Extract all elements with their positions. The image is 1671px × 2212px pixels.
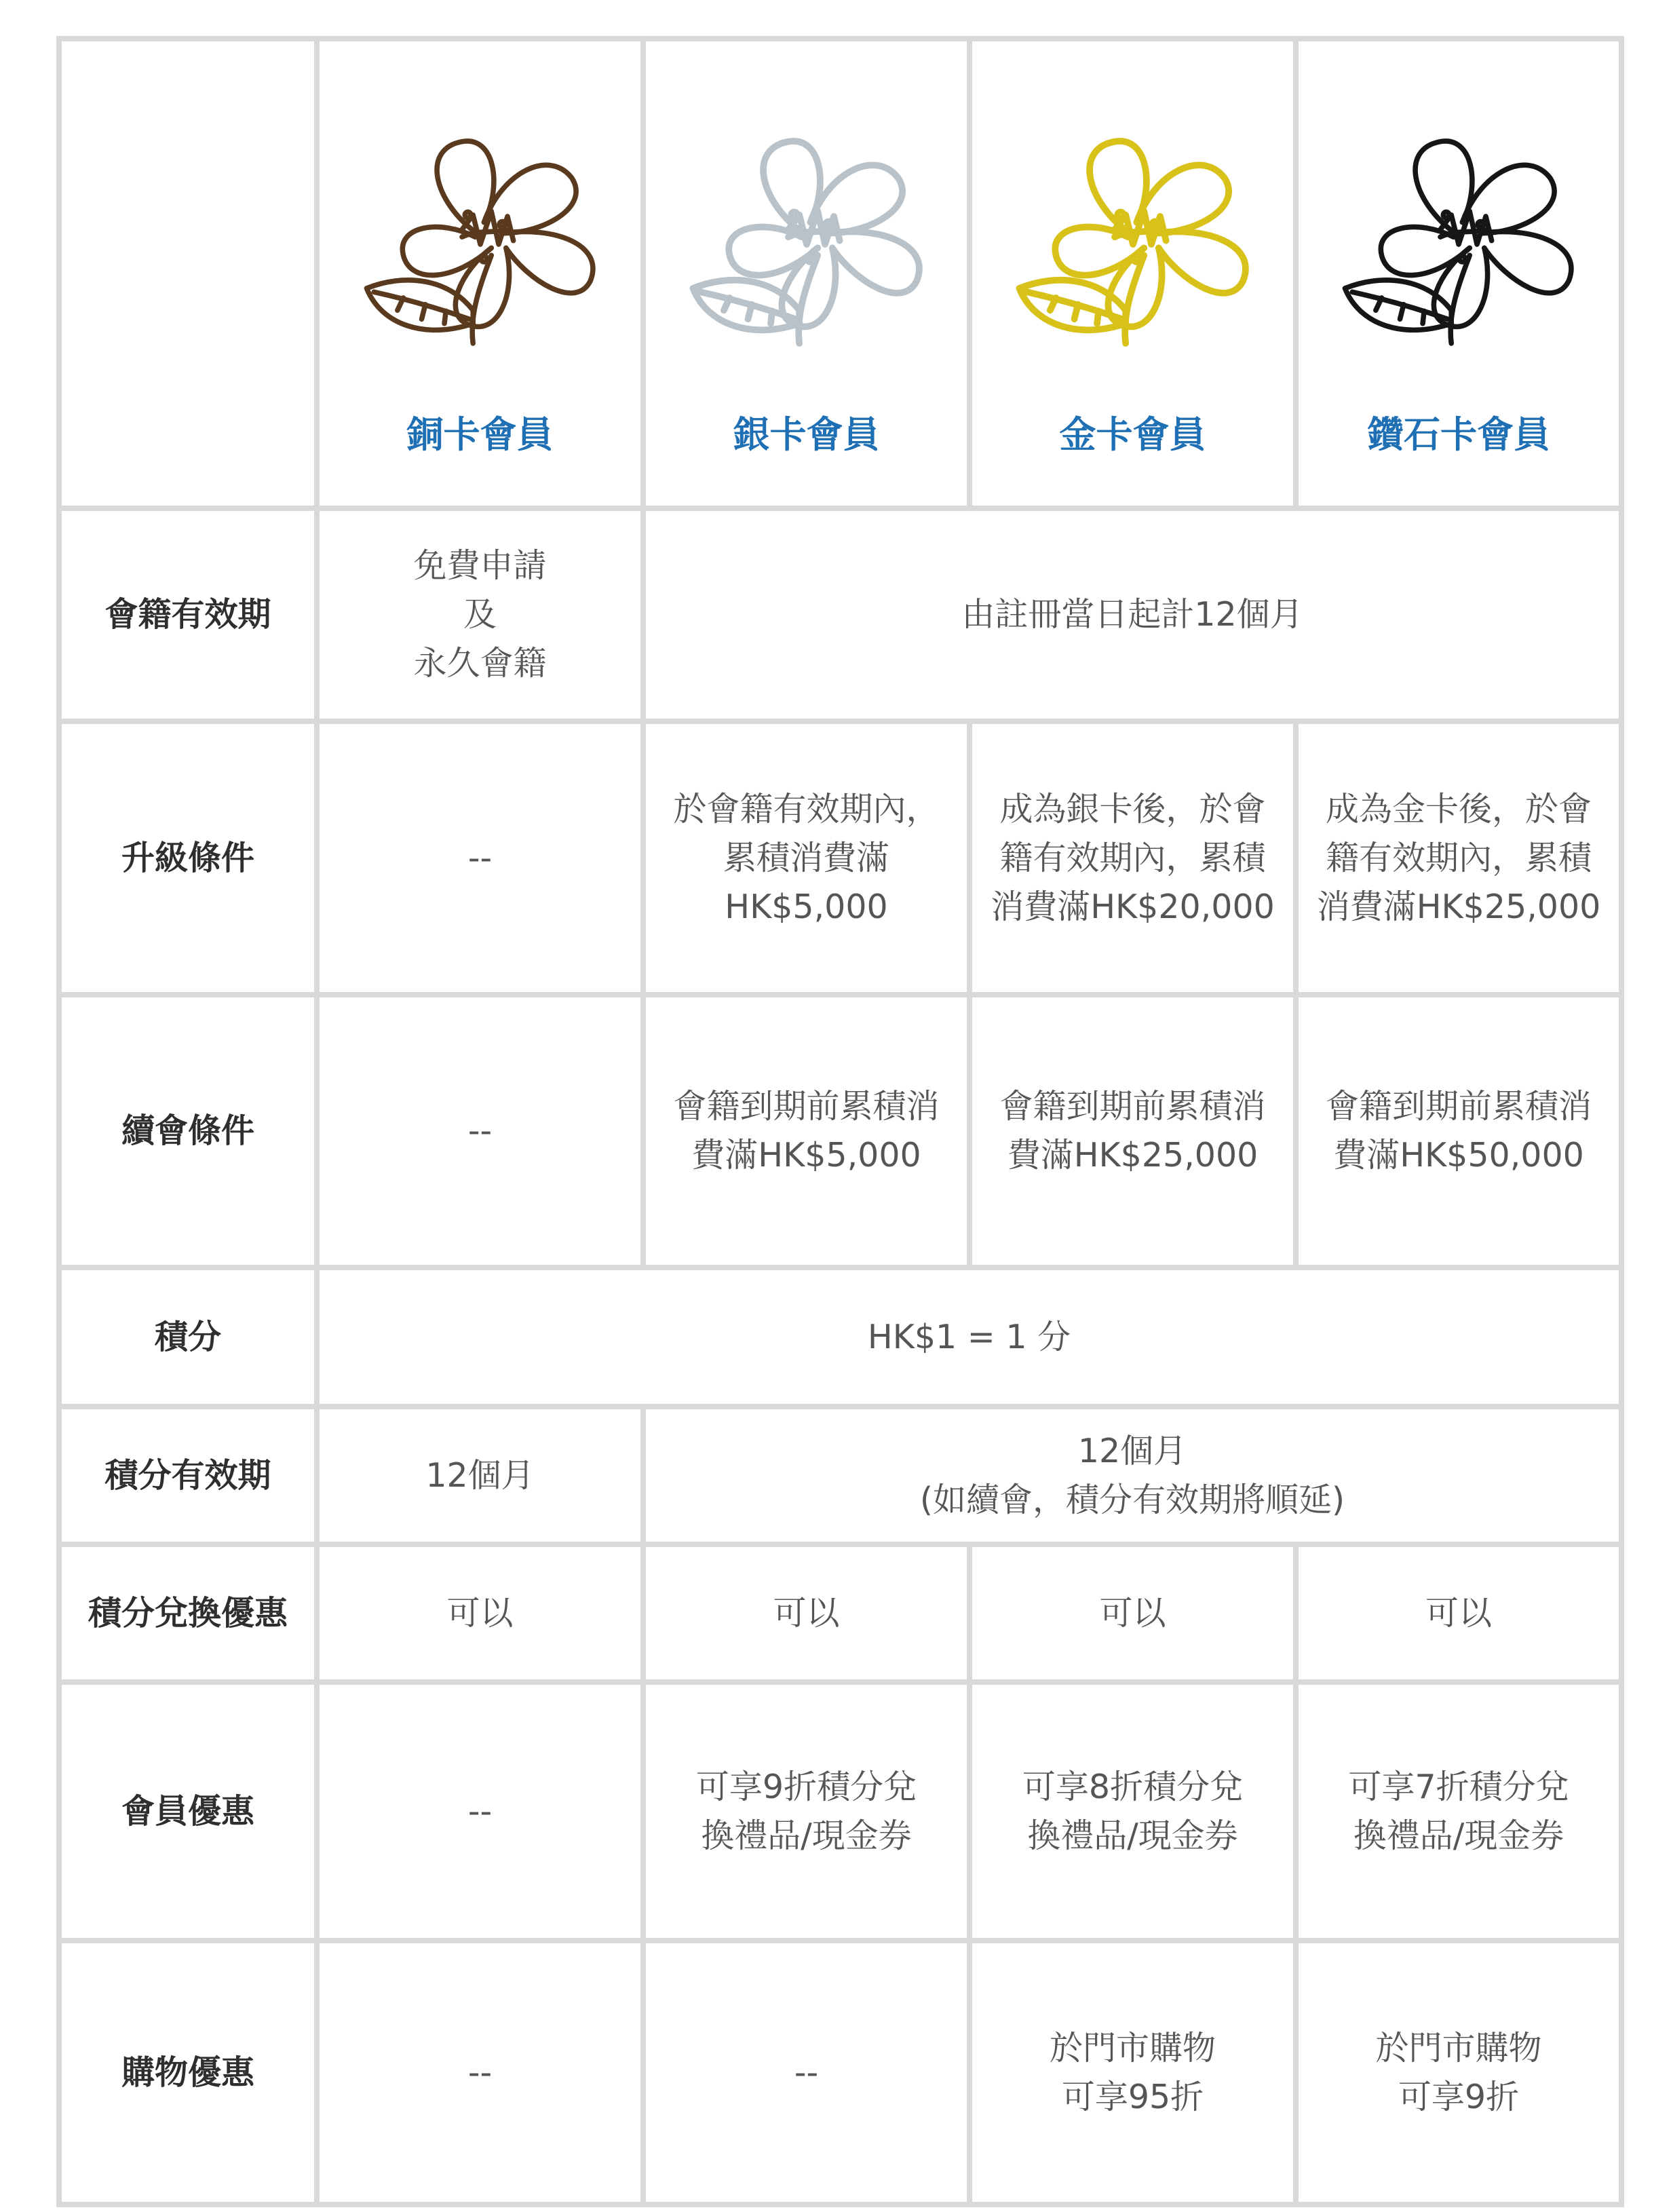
- tier-name-silver: 銀卡會員: [733, 413, 880, 456]
- row-points-validity: [59, 1407, 1621, 1544]
- cell-points-validity-others: 12個月 (如續會，積分有效期將順延): [643, 1407, 1621, 1544]
- silver-flower-icon: [678, 90, 936, 362]
- gold-flower-icon: [1004, 90, 1262, 362]
- cell-shopping-diamond: 於門市購物 可享9折: [1296, 1941, 1621, 2205]
- cell-redemption-diamond: 可以: [1296, 1544, 1621, 1682]
- cell-upgrade-bronze: --: [317, 721, 643, 995]
- diamond-flower-icon: [1330, 90, 1588, 362]
- cell-member-offer-gold: 可享8折積分兌 換禮品/現金券: [969, 1682, 1296, 1941]
- cell-upgrade-diamond: 成為金卡後，於會 籍有效期內，累積 消費滿HK$25,000: [1296, 721, 1621, 995]
- cell-member-offer-bronze: --: [317, 1682, 643, 1941]
- row-label-shopping: 購物優惠: [59, 1941, 317, 2205]
- cell-renewal-gold: 會籍到期前累積消 費滿HK$25,000: [969, 995, 1296, 1267]
- cell-renewal-bronze: --: [317, 995, 643, 1267]
- row-label-renewal: 續會條件: [59, 995, 317, 1267]
- cell-member-offer-diamond: 可享7折積分兌 換禮品/現金券: [1296, 1682, 1621, 1941]
- cell-upgrade-silver: 於會籍有效期內， 累積消費滿 HK$5,000: [643, 721, 969, 995]
- tier-bronze: [317, 39, 643, 508]
- row-redemption: [59, 1544, 1621, 1682]
- row-shopping: [59, 1941, 1621, 2205]
- cell-validity-others: 由註冊當日起計12個月: [643, 508, 1621, 721]
- tier-silver: [643, 39, 969, 508]
- row-validity: [59, 508, 1621, 721]
- cell-validity-bronze: 免費申請 及 永久會籍: [317, 508, 643, 721]
- cell-points-validity-bronze: 12個月: [317, 1407, 643, 1544]
- corner-cell: [59, 39, 317, 508]
- cell-member-offer-silver: 可享9折積分兌 換禮品/現金券: [643, 1682, 969, 1941]
- cell-redemption-gold: 可以: [969, 1544, 1296, 1682]
- cell-renewal-diamond: 會籍到期前累積消 費滿HK$50,000: [1296, 995, 1621, 1267]
- row-upgrade: [59, 721, 1621, 995]
- tier-name-bronze: 銅卡會員: [406, 413, 554, 456]
- cell-shopping-silver: --: [643, 1941, 969, 2205]
- row-label-upgrade: 升級條件: [59, 721, 317, 995]
- tier-name-diamond: 鑽石卡會員: [1367, 413, 1550, 456]
- cell-shopping-bronze: --: [317, 1941, 643, 2205]
- tier-gold: [969, 39, 1296, 508]
- row-points: [59, 1267, 1621, 1407]
- row-label-validity: 會籍有效期: [59, 508, 317, 721]
- row-member-offer: [59, 1682, 1621, 1941]
- row-renewal: [59, 995, 1621, 1267]
- tier-name-gold: 金卡會員: [1059, 413, 1206, 456]
- tier-diamond: [1296, 39, 1621, 508]
- row-label-points: 積分: [59, 1267, 317, 1407]
- cell-upgrade-gold: 成為銀卡後，於會 籍有效期內，累積 消費滿HK$20,000: [969, 721, 1296, 995]
- row-label-points-validity: 積分有效期: [59, 1407, 317, 1544]
- bronze-flower-icon: [351, 90, 609, 362]
- row-label-member-offer: 會員優惠: [59, 1682, 317, 1941]
- cell-points-all: HK$1 = 1 分: [317, 1267, 1621, 1407]
- cell-redemption-silver: 可以: [643, 1544, 969, 1682]
- cell-redemption-bronze: 可以: [317, 1544, 643, 1682]
- row-label-redemption: 積分兌換優惠: [59, 1544, 317, 1682]
- membership-table: [56, 36, 1624, 2207]
- cell-renewal-silver: 會籍到期前累積消 費滿HK$5,000: [643, 995, 969, 1267]
- cell-shopping-gold: 於門市購物 可享95折: [969, 1941, 1296, 2205]
- tier-header-row: [59, 39, 1621, 508]
